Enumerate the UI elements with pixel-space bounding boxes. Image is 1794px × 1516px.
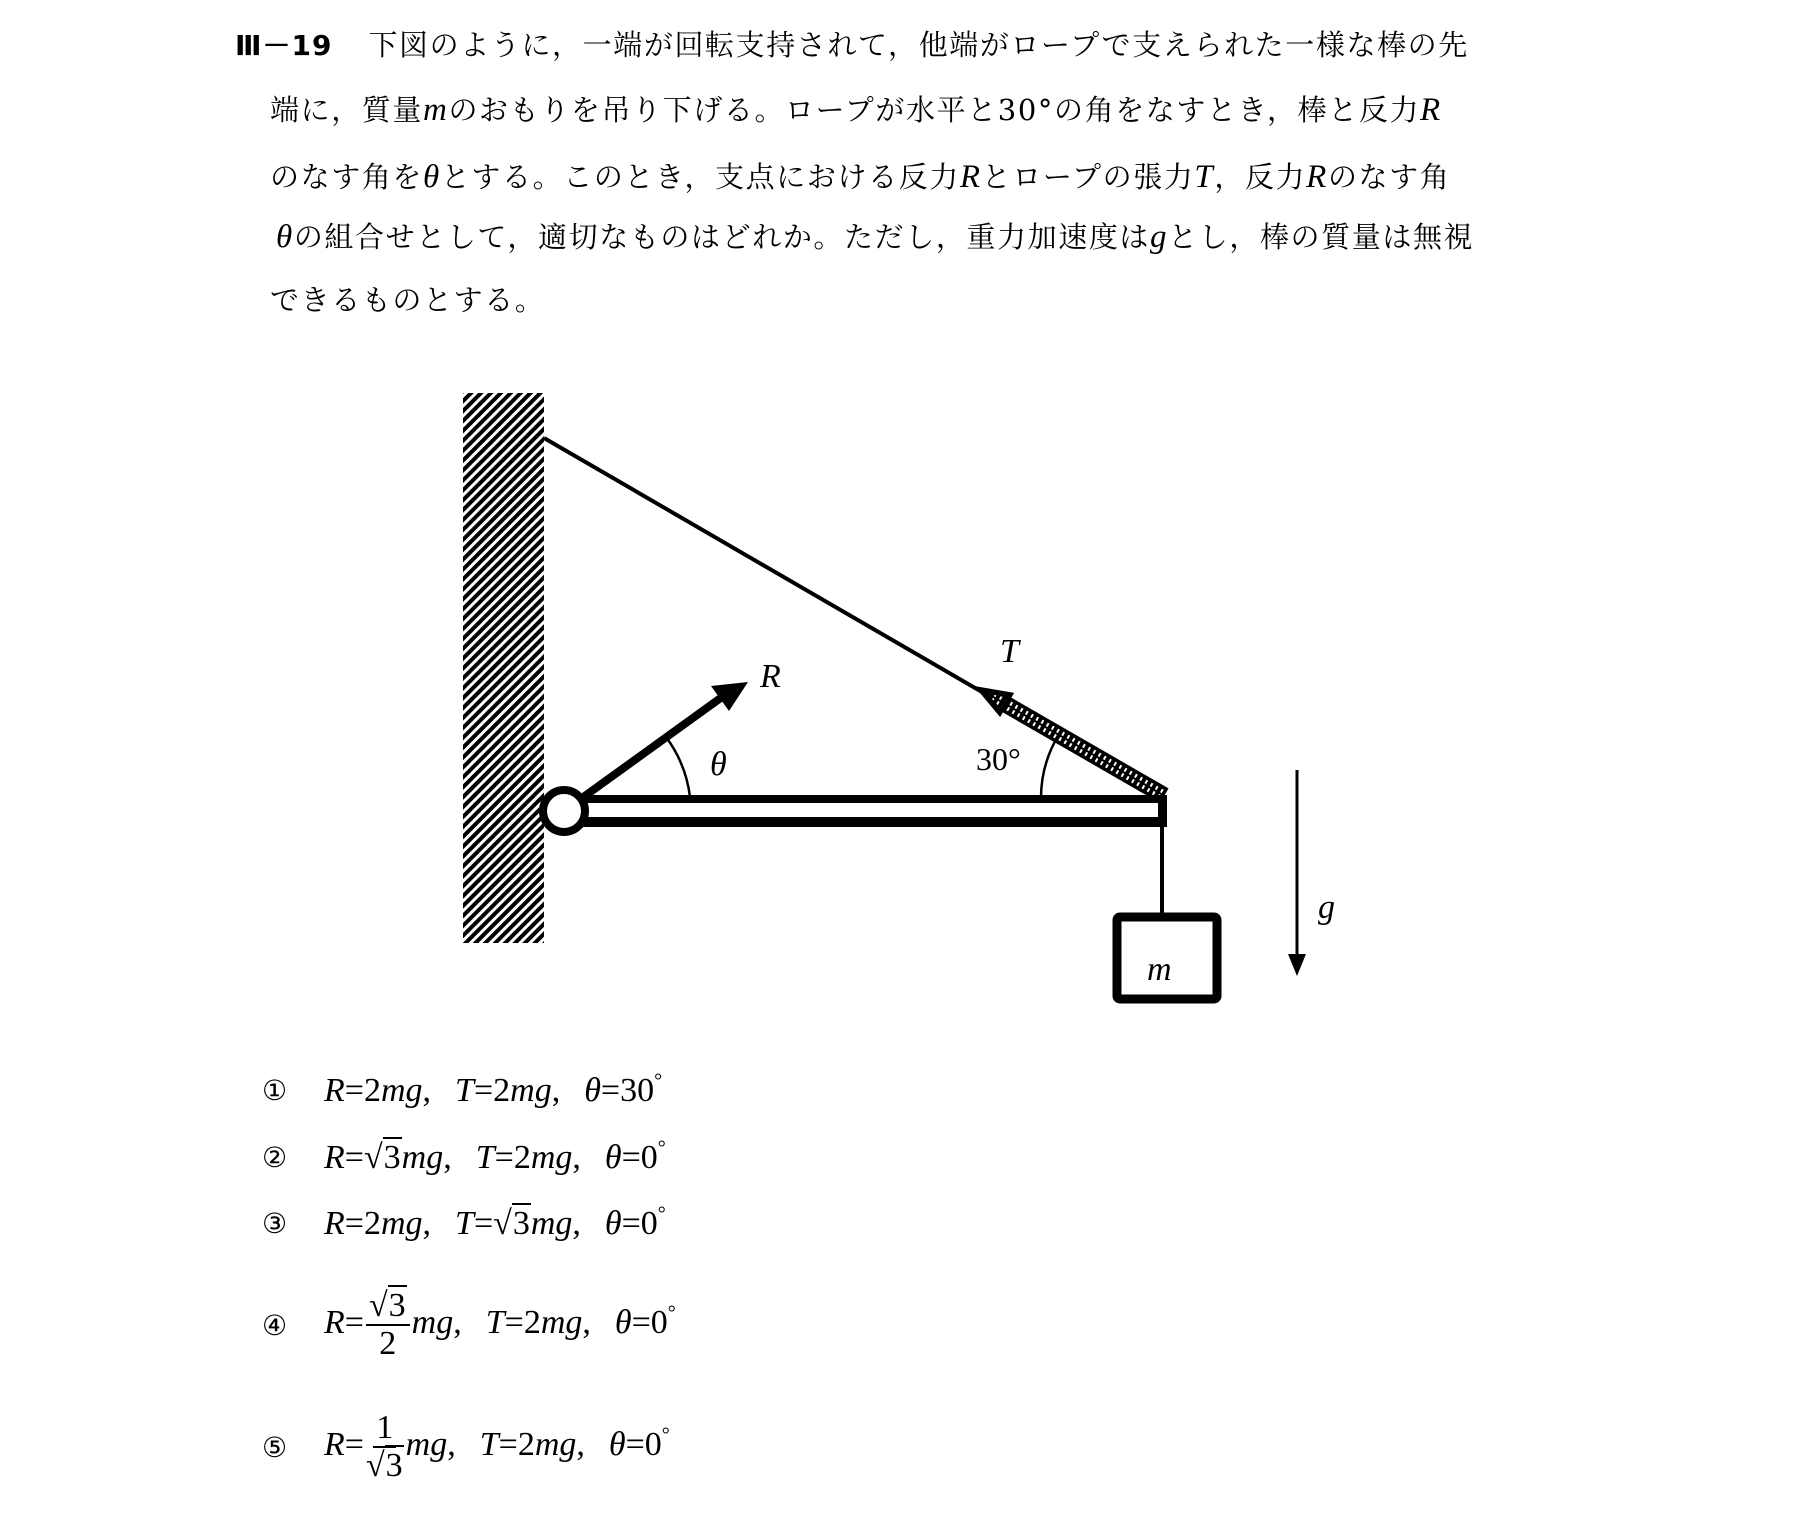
question-text: のなす角 xyxy=(1327,160,1451,194)
question-text: のなす角を xyxy=(270,160,424,194)
mass-label: m xyxy=(1147,951,1172,988)
theta-label: θ xyxy=(710,746,727,783)
gravity-label: g xyxy=(1318,889,1335,926)
choice-number: ⑤ xyxy=(262,1430,288,1464)
math-symbol-g: g xyxy=(1150,219,1169,255)
choice-formula: R=2mg, T=2mg, θ=30° xyxy=(324,1070,663,1109)
fraction: $\frac{√3}{2}$ xyxy=(366,1288,410,1362)
math-symbol-R: R xyxy=(1420,92,1442,128)
math-symbol-T: T xyxy=(1194,159,1215,195)
choice-number: ③ xyxy=(262,1206,288,1240)
rope-angle-arc xyxy=(1041,736,1058,797)
choice-formula: R=√3mg, T=2mg, θ=0° xyxy=(324,1137,666,1176)
tension-label: T xyxy=(1000,633,1019,670)
question-text: の組合せとして，適切なものはどれか。ただし，重力加速度は xyxy=(293,220,1151,254)
question-text: のおもりを吊り下げる。ロープが水平と30°の角をなすとき，棒と反力 xyxy=(448,93,1421,127)
choice-3[interactable] xyxy=(262,1193,666,1253)
wall xyxy=(463,393,544,943)
math-symbol-theta: θ xyxy=(423,159,441,195)
choice-4[interactable] xyxy=(262,1280,676,1370)
choice-number: ① xyxy=(262,1073,288,1107)
question-text: できるものとする。 xyxy=(270,283,546,317)
rope-angle-label: 30° xyxy=(976,741,1021,777)
reaction-label: R xyxy=(760,658,781,695)
question-text: 端に，質量 xyxy=(270,93,424,127)
choice-formula: R= $\frac{1}{√3}$ mg, T=2mg, θ=0° xyxy=(324,1409,670,1484)
theta-angle-arc xyxy=(666,737,690,797)
choice-number: ④ xyxy=(262,1308,288,1342)
math-symbol-m: m xyxy=(423,92,449,128)
question-text: とロープの張力 xyxy=(981,160,1195,194)
beam xyxy=(576,795,1167,827)
fraction: $\frac{1}{√3}$ xyxy=(365,1409,403,1484)
question-number: Ⅲ－19 xyxy=(235,29,333,62)
pivot-hinge xyxy=(543,790,585,832)
choice-1[interactable] xyxy=(262,1060,662,1120)
choice-2[interactable] xyxy=(262,1127,666,1187)
choice-formula: R=2mg, T=√3mg, θ=0° xyxy=(324,1203,666,1242)
math-symbol-theta: θ xyxy=(276,219,294,255)
choice-5[interactable] xyxy=(262,1402,670,1492)
math-symbol-R: R xyxy=(959,159,982,195)
gravity-arrow xyxy=(1288,770,1306,976)
choice-number: ② xyxy=(262,1140,288,1174)
choice-formula: R= $\frac{√3}{2}$ mg, T=2mg, θ=0° xyxy=(324,1287,676,1362)
math-symbol-R: R xyxy=(1306,159,1328,195)
question-text: ，反力 xyxy=(1214,160,1307,194)
question-text: とする。このとき，支点における反力 xyxy=(440,160,960,194)
question-text: とし，棒の質量は無視 xyxy=(1168,220,1475,254)
question-text: 下図のように，一端が回転支持されて，他端がロープで支えられた一様な棒の先 xyxy=(368,28,1469,62)
